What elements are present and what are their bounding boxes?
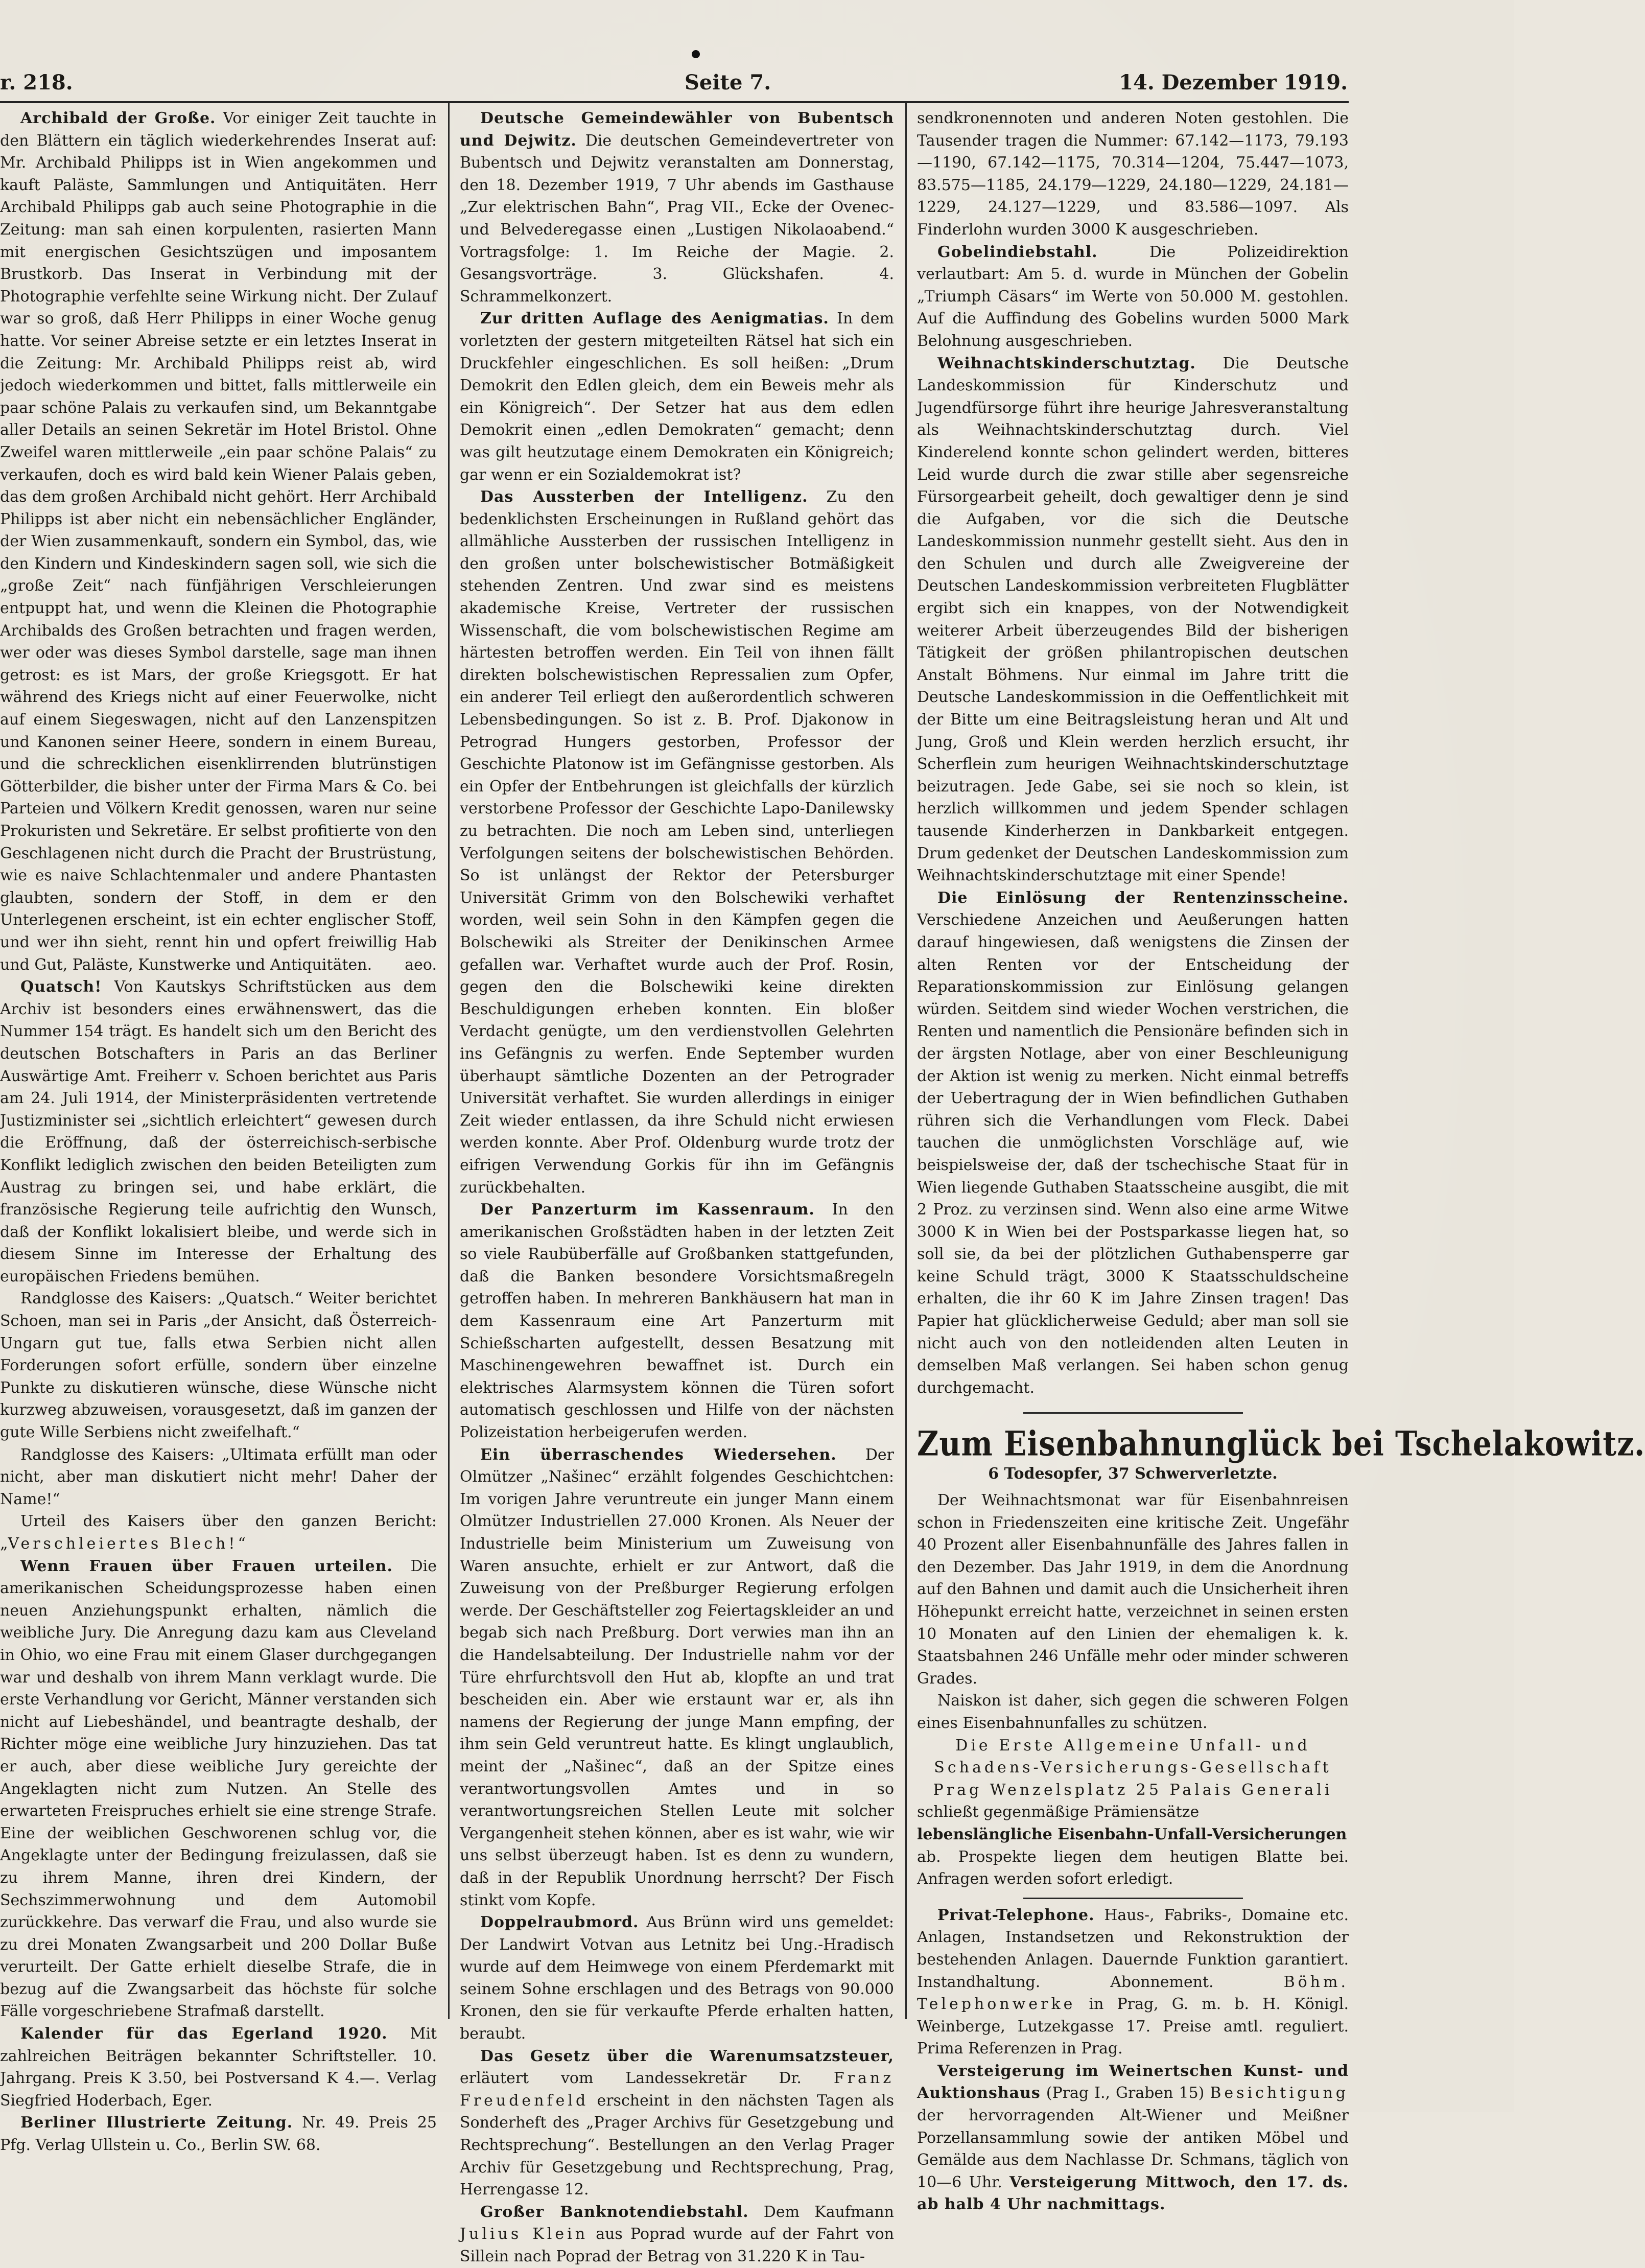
paragraph: Naiskon ist daher, sich gegen die schweren Folgen eines Eisenbahnunfalles zu schützen. xyxy=(917,1692,1349,1732)
article-wiedersehen xyxy=(460,1444,894,1911)
ad-line: Die Erste Allgemeine Unfall- und xyxy=(955,1736,1310,1755)
notice-heading: Kalender für das Egerland 1920. xyxy=(20,2025,388,2043)
notice-berliner xyxy=(0,2112,437,2156)
article-body: In dem vorletzten der gestern mitgeteilten Rätsel hat sich ein Druckfehler eingeschlichen. Es soll heißen: „Drum Demokrit den Edlen gleich, dem ein Beweis mehr als ein Königreich“. Der Setzer hat aus dem edlen Demokrit einen „edlen Demokraten“ gemacht; denn was gilt heutzutage einem Demokraten ein Königreich; gar wenn er ein Sozialdemokrat ist? xyxy=(460,310,894,484)
text: “ xyxy=(238,1535,246,1553)
article-heading: Zur dritten Auflage des Aenigmatias. xyxy=(480,310,829,328)
spaced-text: Franz Freudenfeld xyxy=(460,2069,894,2110)
paragraph: Randglosse des Kaisers: „Ultimata erfüllt man oder nicht, aber man diskutiert nicht mehr! Daher der Name!“ xyxy=(0,1445,437,1508)
article-gobelindiebstahl xyxy=(917,241,1349,353)
article-heading: Ein überraschendes Wiedersehen. xyxy=(480,1445,837,1464)
ad-line: lebenslängliche Eisenbahn-Unfall-Versicherungen xyxy=(917,1825,1347,1843)
article-body: In den amerikanischen Großstädten haben in der letzten Zeit so viele Raubüberfälle auf Großbanken stattgefunden, daß die Banken besondere Vorsichtsmaßregeln getroffen haben. In mehreren Bankhäusern hat man in dem Kassenraum eine Art Panzerturm mit Schießscharten aufgestellt, dessen Besatzung mit Maschinengewehren bewaffnet ist. Durch ein elektrisches Alarmsystem können die Türen sofort automatisch geschlossen und Hilfe von der nächsten Polizeistation herbeigerufen werden. xyxy=(460,1201,894,1442)
article-heading: Weihnachtskinderschutztag. xyxy=(937,354,1196,372)
article-banknotendiebstahl xyxy=(460,2201,894,2268)
article-heading: Das Aussterben der Intelligenz. xyxy=(480,488,808,506)
ad-versteigerung xyxy=(917,2060,1349,2216)
ad-line: Schadens-Versicherungs-Gesellschaft xyxy=(934,1759,1332,1777)
article-gemeindewaehler xyxy=(460,107,894,308)
text: Haus-, Fabriks-, Domaine etc. Anlagen, Instandsetzen und Rekonstruktion der bestehenden Anlagen. Dauernde Funktion garantiert. Instandhaltung. Abonnement. xyxy=(917,1906,1349,1991)
issue-date: 14. Dezember 1919. xyxy=(1119,71,1348,95)
binding-hole xyxy=(692,50,700,58)
article-heading: Der Panzerturm im Kassenraum. xyxy=(480,1201,815,1219)
article-heading: Archibald der Große. xyxy=(20,109,216,127)
article-heading: Großer Banknotendiebstahl. xyxy=(480,2203,749,2221)
column-rule-1 xyxy=(448,103,450,2019)
notice-heading: Berliner Illustrierte Zeitung. xyxy=(20,2114,293,2132)
paragraph: Randglosse des Kaisers: „Quatsch.“ Weiter berichtet Schoen, man sei in Paris „der Ansicht, daß Österreich-Ungarn gut tue, falls etwa Serbien nicht allen Forderungen sofort erfülle, sondern über einzelne Punkte zu diskutieren wünsche, diese Wünsche nicht kurzweg abzuweisen, vorausgesetzt, daß im ganzen der gute Wille Serbiens nicht zweifelhaft.“ xyxy=(0,1290,437,1442)
text: erscheint in den nächsten Tagen als Sonderheft des „Prager Archivs für Gesetzgebung und Rechtsprechung“. Bestellungen an den Verlag Prager Archiv für Gesetzgebung und Rechtsprechung, Prag, Herrengasse 12. xyxy=(460,2091,894,2199)
notice-body: Mit zahlreichen Beiträgen bekannter Schriftsteller. 10. Jahrgang. Preis K 3.50, bei Postversand K 4.—. Verlag Siegfried Hoderbach, Eger. xyxy=(0,2025,437,2110)
column-2 xyxy=(460,107,895,2265)
spaced-text: Besichtigung xyxy=(1210,2084,1349,2102)
article-heading: Doppelraubmord. xyxy=(480,1913,639,1932)
article-body: Die deutschen Gemeindevertreter von Bubentsch und Dejwitz veranstalten am Donnerstag, den 18. Dezember 1919, 7 Uhr abends im Gasthause „Zur elektrischen Bahn“, Prag VII., Ecke der Ovenec- und Belvederegasse einen „Lustigen Nikolaoabend.“ Vortragsfolge: 1. Im Reiche der Magie. 2. Gesangsvorträge. 3. Glückshafen. 4. Schrammelkonzert. xyxy=(460,131,894,306)
article-quatsch xyxy=(0,976,437,1288)
section-rule xyxy=(1023,1412,1243,1414)
paragraph: sendkronennoten und anderen Noten gestohlen. Die Tausender tragen die Nummer: 67.142—1173, 79.193—1190, 67.142—1175, 70.314—1204, 75.447—1073, 83.575—1185, 24.179—1229, 24.180—1229, 24.181—1229, 24.127—1229, und 83.586—1097. Als Finderlohn wurden 3000 K ausgeschrieben. xyxy=(917,109,1349,239)
article-kinderschutztag xyxy=(917,353,1349,887)
ad-line: Prag Wenzelsplatz 25 Palais Generali xyxy=(933,1781,1333,1799)
article-intelligenz xyxy=(460,486,894,1199)
text: Dem Kaufmann xyxy=(748,2203,894,2221)
article-archibald xyxy=(0,107,437,976)
article-rentenzinsscheine xyxy=(917,887,1349,1399)
article-heading: Deutsche Gemeindewähler von Bubentsch und Dejwitz. xyxy=(460,109,894,150)
section-subheadline: 6 Todesopfer, 37 Schwerverletzte. xyxy=(988,1465,1278,1483)
article-body: Von Kautskys Schriftstücken aus dem Archiv ist besonders eines erwähnenswert, das die Nummer 154 trägt. Es handelt sich um den Bericht des deutschen Botschafters in Paris an das Berliner Auswärtige Amt. Freiherr v. Schoen berichtet aus Paris am 24. Juli 1914, der Ministerpräsidenten vertretende Justizminister sei „sichtlich erleichtert“ gewesen durch die Eröffnung, daß der österreichisch-serbische Konflikt lediglich zwischen den beiden Beteiligten zum Austrag zu bringen sei, und habe erklärt, die französische Regierung teile aufrichtig den Wunsch, daß der Konflikt lokalisiert bleibe, und werde sich in diesem Sinne im Interesse der Erhaltung des europäischen Friedens bemühen. xyxy=(0,978,437,1285)
page-number: r. 218. xyxy=(0,71,73,95)
article-body: Die amerikanischen Scheidungsprozesse haben einen neuen Anziehungspunkt erhalten, nämlich die weibliche Jury. Die Anregung dazu kam aus Cleveland in Ohio, wo eine Frau mit einem Glaser durchgegangen war und deshalb von ihrem Mann verklagt wurde. Die erste Verhandlung vor Gericht, Männer verstanden sich nicht auf Liebeshändel, und beantragte deshalb, der Richter möge eine weibliche Jury hinzuziehen. Das tat er auch, aber diese weibliche Jury gereichte der Angeklagten nicht zum Nutzen. An Stelle des erwarteten Freispruches erhielt sie eine strenge Strafe. Eine der weiblichen Geschworenen schlug vor, die Angeklagte unter der Bedingung freizulassen, daß sie zu ihrem Manne, ihren drei Kindern, der Sechszimmerwohnung und dem Automobil zurückkehre. Das verwarf die Frau, und also wurde sie zu drei Monaten Zwangsarbeit und 200 Dollar Buße verurteilt. Der Gatte erhielt dieselbe Strafe, die in bezug auf die Zwangsarbeit das höchste für solche Fälle vorgeschriebene Strafmaß darstellt. xyxy=(0,1557,437,2021)
paragraph: Der Weihnachtsmonat war für Eisenbahnreisen schon in Friedenszeiten eine kritische Zeit. Ungefähr 40 Prozent aller Eisenbahnunfälle des Jahres fallen in den Dezember. Das Jahr 1919, in dem die Anordnung auf den Bahnen und damit auch die Unsicherheit ihren Höhepunkt erreicht hatte, verzeichnet in seinen ersten 10 Monaten auf den Linien der ehemaligen k. k. Staatsbahnen 246 Unfälle mehr oder minder schweren Grades. xyxy=(917,1491,1349,1688)
paragraph xyxy=(0,1510,437,1555)
author-sign: aeo. xyxy=(405,955,437,974)
article-body: Aus Brünn wird uns gemeldet: Der Landwirt Votvan aus Letnitz bei Ung.-Hradisch wurde auf dem Heimwege von einem Pferdemarkt mit seinem Sohne erschlagen und des Betrags von 90.000 Kronen, den sie für verkaufte Pferde erhalten hatten, beraubt. xyxy=(460,1913,894,2043)
text: erläutert vom Landessekretär Dr. xyxy=(460,2069,834,2088)
page-label: Seite 7. xyxy=(685,71,771,95)
notice-body: Nr. 49. Preis 25 Pfg. Verlag Ullstein u. Co., Berlin SW. 68. xyxy=(0,2114,437,2155)
article-doppelraubmord xyxy=(460,1911,894,2045)
header-rule xyxy=(0,101,1349,103)
spaced-text: Julius Klein xyxy=(460,2225,589,2243)
ad-telephone xyxy=(917,1904,1349,2060)
column-3 xyxy=(917,107,1645,2214)
section-headline: Zum Eisenbahnunglück bei Tschelakowitz. xyxy=(917,1423,1645,1464)
article-panzerturm xyxy=(460,1199,894,1444)
article-frauen xyxy=(0,1555,437,2023)
ad-line: ab. Prospekte liegen dem heutigen Blatte bei. Anfragen werden sofort erledigt. xyxy=(917,1848,1349,1888)
article-heading: Gobelindiebstahl. xyxy=(937,243,1098,261)
text: der hervorragenden Alt-Wiener und Meißner Porzellansammlung sowie der antiken Möbel und Gemälde aus dem Nachlasse Dr. Schmans, täglich von 10—6 Uhr. xyxy=(917,2107,1349,2191)
text: aus Poprad wurde auf der Fahrt von Sillein nach Poprad der Betrag von 31.220 K in Tau- xyxy=(460,2225,894,2265)
notice-kalender xyxy=(0,2023,437,2112)
article-heading: Wenn Frauen über Frauen urteilen. xyxy=(20,1557,393,1575)
article-body: Zu den bedenklichsten Erscheinungen in Rußland gehört das allmähliche Aussterben der russischen Intelligenz in den großen unter bolschewistischer Botmäßigkeit stehenden Zentren. Und zwar sind es meistens akademische Kreise, Vertreter der russischen Wissenschaft, die vom bolschewistischen Regime am härtesten betroffen werden. Ein Teil von ihnen fällt direkten bolschewistischen Repressalien zum Opfer, ein anderer Teil erliegt den außerordentlich schweren Lebensbedingungen. So ist z. B. Prof. Djakonow in Petrograd Hungers gestorben, Professor der Geschichte Platonow ist im Gefängnisse gestorben. Als ein Opfer der Entbehrungen ist gleichfalls der kürzlich verstorbene Professor der Geschichte Lapo-Danilewsky zu betrachten. Die noch am Leben sind, unterliegen Verfolgungen seitens der bolschewistischen Behörden. So ist unlängst der Rektor der Petersburger Universität Grimm von den Bolschewiki verhaftet worden, weil sein Sohn in den Kämpfen gegen die Bolschewiki als Streiter der Denikinschen Armee gefallen war. Verhaftet wurde auch der Prof. Rosin, gegen den die Bolschewiki keine direkten Beschuldigungen erheben konnten. Ein bloßer Verdacht genügte, um den verdienstvollen Gelehrten ins Gefängnis zu werfen. Ende September wurden überhaupt sämtliche Dozenten an der Petrograder Universität verhaftet. Sie wurden allerdings in einiger Zeit wieder entlassen, da ihre Schuld nicht erwiesen werden konnte. Aber Prof. Oldenburg wurde trotz der eifrigen Verwendung Gorkis für ihn im Gefängnis zurückbehalten. xyxy=(460,488,894,1197)
ad-line: schließt gegenmäßige Prämiensätze xyxy=(917,1803,1200,1821)
article-aenigmatias xyxy=(460,308,894,486)
text: in Prag, G. m. b. H. Königl. Weinberge, Lutzekgasse 17. Preise amtl. reguliert. Prima Referenzen in Prag. xyxy=(917,1995,1349,2058)
page-header xyxy=(0,71,1514,101)
article-heading: Die Einlösung der Rentenzinsscheine. xyxy=(937,889,1349,907)
bold-text: Versteigerung Mittwoch, den 17. ds. ab halb 4 Uhr nachmittags. xyxy=(917,2173,1349,2214)
article-body: Die Polizeidirektion verlautbart: Am 5. d. wurde in München der Gobelin „Triumph Cäsars“ im Werte von 50.000 M. gestohlen. Auf die Auffindung des Gobelins wurden 5000 Mark Belohnung ausgeschrieben. xyxy=(917,243,1349,350)
article-body: Vor einiger Zeit tauchte in den Blättern ein täglich wiederkehrendes Inserat auf: Mr. Archibald Philipps ist in Wien angekommen und kauft Paläste, Sammlungen und Antiquitäten. Herr Archibald Philipps gab auch seine Photographie in die Zeitung: man sah einen korpulenten, rasierten Mann mit energischen Gesichtszügen und imposantem Brustkorb. Das Inserat in Verbindung mit der Photographie verfehlte seine Wirkung nicht. Der Zulauf war so groß, daß Herr Philipps in einer Woche genug hatte. Vor seiner Abreise setzte er ein letztes Inserat in die Zeitung: Mr. Archibald Philipps reist ab, wird jedoch wiederkommen und bittet, falls mittlerweile ein paar schöne Palais zu verkaufen sind, um Bekanntgabe aller Details an seinen Sekretär im Hotel Bristol. Ohne Zweifel waren mittlerweile „ein paar schöne Palais“ zu verkaufen, doch es wird bald kein Wiener Palais geben, das dem großen Archibald nicht gehört. Herr Archibald Philipps ist aber nicht ein nebensächlicher Engländer, der Wien zusammenkauft, sondern ein Symbol, das, wie den Kindern und Kindeskindern sagen soll, wie sich die „große Zeit“ nach fünfjährigen Verschleierungen entpuppt hat, und wenn die Kleinen die Photographie Archibalds des Großen betrachten und fragen werden, wer oder was dieses Symbol darstelle, sage man ihnen getrost: es ist Mars, der große Kriegsgott. Er hat während des Kriegs nicht auf einer Feuerwolke, nicht auf einem Siegeswagen, nicht auf den Lanzenspitzen und Kanonen seiner Heere, sondern in einem Bureau, und die schrecklichen eisenklirrenden blutrünstigen Götterbilder, die bisher unter der Firma Mars & Co. bei Parteien und Völkern Kredit genossen, waren nur seine Prokuristen und Sekretäre. Er selbst profitierte von den Geschlagenen nicht durch die Pracht der Brustrüstung, wie es naive Schlachtenmaler und andere Phantasten glaubten, sondern der Stoff, in dem er den Unterlegenen erscheint, ist ein echter englischer Stoff, und wer ihn sieht, rennt hin und opfert freiwillig Hab und Gut, Paläste, Kunstwerke und Antiquitäten. xyxy=(0,109,437,974)
article-heading: Quatsch! xyxy=(20,978,102,996)
text: Urteil des Kaisers über den ganzen Bericht: „ xyxy=(0,1512,437,1553)
ad-heading: Versteigerung im Weinertschen Kunst- und Auktionshaus xyxy=(917,2062,1349,2102)
article-body: Der Olmützer „Našinec“ erzählt folgendes Geschichtchen: Im vorigen Jahre veruntreute ein junger Mann einem Olmützer Industriellen 27.000 Kronen. Als Neuer der Industrielle beim Ministerium um Zuweisung von Waren ansuchte, erhielt er zur Antwort, daß die Zuweisung von der Preßburger Regierung erfolgen werde. Der Geschäftsteller zog Feiertagskleider an und begab sich nach Preßburg. Dort verwies man ihn an die Handelsabteilung. Der Industrielle nahm vor der Türe ehrfurchtsvoll den Hut ab, klopfte an und trat bescheiden ein. Aber wie erstaunt war er, als ihn namens der Regierung der junge Mann empfing, der ihm sein Geld veruntreut hatte. Es klingt unglaublich, meint der „Našinec“, daß an der Spitze eines verantwortungsvollen Amtes und in so verantwortungsreichen Stellen Leute mit solcher Vergangenheit stehen können, aber es ist wahr, wie wir uns selbst überzeugt haben. Ist es denn zu wundern, daß in der Republik Unordnung herrscht? Der Fisch stinkt vom Kopfe. xyxy=(460,1445,895,1909)
ad-heading: Privat-Telephone. xyxy=(937,1906,1095,1924)
section-rule xyxy=(1023,1898,1243,1899)
article-body: Die Deutsche Landeskommission für Kinderschutz und Jugendfürsorge führt ihre heurige Jahresveranstaltung als Weihnachtskinderschutztag durch. Viel Kinderelend konnte schon gelindert werden, bitteres Leid wurde durch die zwar stille aber segensreiche Fürsorgearbeit geheilt, doch gewaltiger denn je sind die Aufgaben, vor die sich die Deutsche Landeskommission nunmehr gestellt sieht. Aus den in den Schulen und durch alle Zweigvereine der Deutschen Landeskommission verbreiteten Flugblätter ergibt sich ein knappes, von der Notwendigkeit weiterer Arbeit überzeugendes Bild der bisherigen Tätigkeit der größen philantropischen deutschen Anstalt Böhmens. Nur einmal im Jahre tritt die Deutsche Landeskommission in die Oeffentlichkeit mit der Bitte um eine Beitragsleistung heran und Alt und Jung, Groß und Klein werden herzlich ersucht, ihr Scherflein zum heurigen Weihnachtskinderschutztage beizutragen. Jede Gabe, sei sie noch so klein, ist herzlich willkommen und jedem Spender schlagen tausende Kinderherzen in Dankbarkeit entgegen. Drum gedenket der Deutschen Landeskommission zum Weihnachtskinderschutztage mit einer Spende! xyxy=(917,354,1349,885)
article-heading: Das Gesetz über die Warenumsatzsteuer, xyxy=(480,2047,894,2065)
article-warenumsatzsteuer xyxy=(460,2045,894,2201)
text: (Prag I., Graben 15) xyxy=(1040,2084,1210,2102)
column-1 xyxy=(0,107,437,2155)
article-body: Verschiedene Anzeichen und Aeußerungen hatten darauf hingewiesen, daß wenigstens die Zinsen der alten Renten vor der Entscheidung der Reparationskommission zur Einlösung gelangen würden. Seitdem sind wieder Wochen verstrichen, die Renten und namentlich die Pensionäre befinden sich in der ärgsten Notlage, aber von einer Beschleunigung der Aktion ist wenig zu merken. Nicht einmal betreffs der Uebertragung der in Wien befindlichen Guthaben rühren sich die Verhandlungen vom Fleck. Dabei tauchen die unmöglichsten Vorschläge auf, wie beispielsweise der, daß der tschechische Staat für in Wien liegende Guthaben Staatsscheine ausgibt, die mit 2 Proz. zu verzinsen sind. Wenn also eine arme Witwe 3000 K in Wien bei der Postsparkasse liegen hat, so soll sie, da bei der plötzlichen Guthabensperre gar keine Schuld trägt, 3000 K Staatsschuldscheine erhalten, die ihr 60 K im Jahre Zinsen tragen! Das Papier hat glücklicherweise Geduld; aber man soll sie nicht auch von den notleidenden alten Leuten in demselben Maß verlangen. Sei haben schon genug durchgemacht. xyxy=(917,911,1349,1397)
column-rule-2 xyxy=(905,103,907,2019)
spaced-text: Böhm. Telephonwerke xyxy=(917,1973,1349,2014)
spaced-text: Verschleiertes Blech! xyxy=(8,1535,238,1553)
